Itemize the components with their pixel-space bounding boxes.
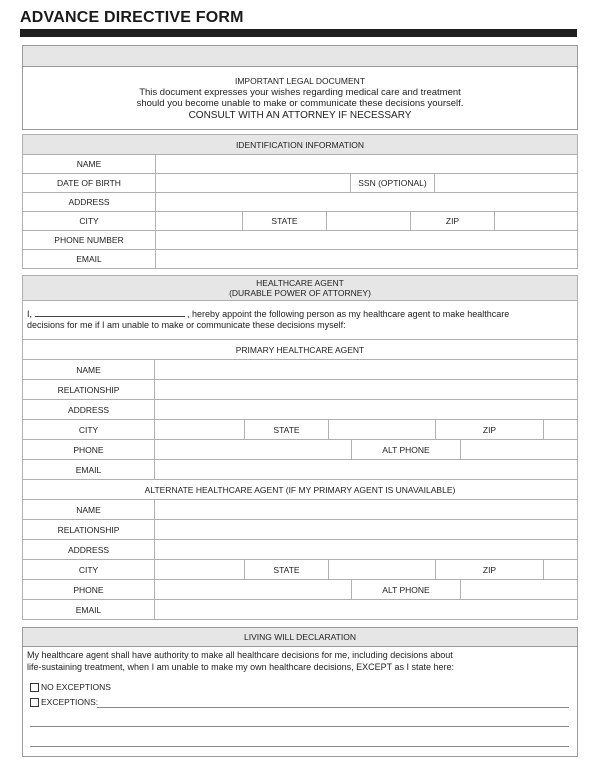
id-name-label: NAME bbox=[23, 155, 156, 174]
primary-email-label: EMAIL bbox=[23, 460, 155, 480]
living-will-text-1: My healthcare agent shall have authority to make all healthcare decisions for me, including decisions about bbox=[27, 650, 453, 660]
alternate-address-field[interactable] bbox=[155, 540, 578, 560]
healthcare-agent-section bbox=[22, 275, 578, 624]
form-title: ADVANCE DIRECTIVE FORM bbox=[20, 9, 244, 26]
id-dob-field[interactable] bbox=[156, 174, 351, 193]
primary-zip-field[interactable] bbox=[544, 420, 578, 440]
title-bar bbox=[20, 29, 577, 37]
id-phone-label: PHONE NUMBER bbox=[23, 231, 156, 250]
alternate-name-field[interactable] bbox=[155, 500, 578, 520]
exceptions-checkbox[interactable] bbox=[30, 698, 39, 707]
notice-line-4: CONSULT WITH AN ATTORNEY IF NECESSARY bbox=[188, 110, 412, 121]
identification-header: IDENTIFICATION INFORMATION bbox=[23, 135, 578, 155]
id-address-label: ADDRESS bbox=[23, 193, 156, 212]
id-state-field[interactable] bbox=[327, 212, 411, 231]
primary-relationship-field[interactable] bbox=[155, 380, 578, 400]
agent-header-subtitle: (DURABLE POWER OF ATTORNEY) bbox=[229, 288, 371, 298]
notice-header-bar bbox=[23, 46, 577, 67]
alternate-phone-label: PHONE bbox=[23, 580, 155, 600]
exceptions-option[interactable] bbox=[30, 697, 98, 707]
notice-line-3: should you become unable to make or communicate these decisions yourself. bbox=[136, 98, 464, 109]
id-name-field[interactable] bbox=[156, 155, 578, 174]
identification-section bbox=[22, 134, 578, 271]
primary-address-label: ADDRESS bbox=[23, 400, 155, 420]
alternate-relationship-label: RELATIONSHIP bbox=[23, 520, 155, 540]
alternate-city-label: CITY bbox=[23, 560, 155, 580]
id-zip-label: ZIP bbox=[411, 212, 495, 231]
id-email-label: EMAIL bbox=[23, 250, 156, 269]
primary-alt-phone-field[interactable] bbox=[461, 440, 578, 460]
agent-header-title: HEALTHCARE AGENT bbox=[256, 278, 344, 288]
id-dob-label: DATE OF BIRTH bbox=[23, 174, 156, 193]
id-city-label: CITY bbox=[23, 212, 156, 231]
id-email-field[interactable] bbox=[156, 250, 578, 269]
alternate-agent-header: ALTERNATE HEALTHCARE AGENT (IF MY PRIMARY AGENT IS UNAVAILABLE) bbox=[23, 480, 578, 500]
exceptions-label: EXCEPTIONS: bbox=[41, 697, 99, 707]
living-will-header: LIVING WILL DECLARATION bbox=[23, 628, 577, 647]
alternate-email-field[interactable] bbox=[155, 600, 578, 620]
primary-phone-label: PHONE bbox=[23, 440, 155, 460]
id-zip-field[interactable] bbox=[495, 212, 578, 231]
primary-email-field[interactable] bbox=[155, 460, 578, 480]
primary-relationship-label: RELATIONSHIP bbox=[23, 380, 155, 400]
appoint-post: , hereby appoint the following person as my healthcare agent to make healthcare bbox=[187, 308, 510, 319]
no-exceptions-checkbox[interactable] bbox=[30, 683, 39, 692]
alternate-state-field[interactable] bbox=[329, 560, 436, 580]
living-will-section bbox=[22, 627, 578, 757]
primary-address-field[interactable] bbox=[155, 400, 578, 420]
primary-name-label: NAME bbox=[23, 360, 155, 380]
notice-line-2: This document expresses your wishes regarding medical care and treatment bbox=[139, 87, 461, 98]
primary-phone-field[interactable] bbox=[155, 440, 352, 460]
alternate-email-label: EMAIL bbox=[23, 600, 155, 620]
id-phone-field[interactable] bbox=[156, 231, 578, 250]
exceptions-line-3[interactable] bbox=[30, 746, 569, 747]
primary-state-field[interactable] bbox=[329, 420, 436, 440]
id-city-field[interactable] bbox=[156, 212, 243, 231]
id-address-field[interactable] bbox=[156, 193, 578, 212]
alternate-city-field[interactable] bbox=[155, 560, 245, 580]
exceptions-line-2[interactable] bbox=[30, 726, 569, 727]
notice-line-1: IMPORTANT LEGAL DOCUMENT bbox=[234, 76, 366, 86]
appoint-pre: I, bbox=[27, 308, 33, 319]
id-ssn-field[interactable] bbox=[435, 174, 578, 193]
primary-city-label: CITY bbox=[23, 420, 155, 440]
alternate-zip-field[interactable] bbox=[544, 560, 578, 580]
appointment-statement bbox=[23, 301, 578, 340]
alternate-address-label: ADDRESS bbox=[23, 540, 155, 560]
id-state-label: STATE bbox=[243, 212, 327, 231]
primary-alt-phone-label: ALT PHONE bbox=[352, 440, 461, 460]
alternate-state-label: STATE bbox=[245, 560, 329, 580]
primary-agent-header: PRIMARY HEALTHCARE AGENT bbox=[23, 340, 578, 360]
alternate-phone-field[interactable] bbox=[155, 580, 352, 600]
primary-name-field[interactable] bbox=[155, 360, 578, 380]
living-will-text-2: life-sustaining treatment, when I am unable to make my own healthcare decisions, EXCEPT as I state here: bbox=[27, 661, 455, 672]
identification-table bbox=[22, 134, 578, 269]
notice-section bbox=[22, 45, 578, 130]
id-ssn-label: SSN (OPTIONAL) bbox=[351, 174, 435, 193]
no-exceptions-label: NO EXCEPTIONS bbox=[41, 682, 111, 692]
primary-zip-label: ZIP bbox=[436, 420, 544, 440]
agent-header bbox=[23, 276, 578, 301]
exceptions-line-1[interactable] bbox=[97, 707, 569, 708]
principal-name-blank[interactable] bbox=[35, 309, 185, 317]
alternate-relationship-field[interactable] bbox=[155, 520, 578, 540]
primary-state-label: STATE bbox=[245, 420, 329, 440]
alternate-zip-label: ZIP bbox=[436, 560, 544, 580]
no-exceptions-option[interactable] bbox=[30, 682, 111, 692]
alternate-alt-phone-field[interactable] bbox=[461, 580, 578, 600]
alternate-name-label: NAME bbox=[23, 500, 155, 520]
alternate-alt-phone-label: ALT PHONE bbox=[352, 580, 461, 600]
appoint-line-2: decisions for me if I am unable to make or communicate these decisions myself: bbox=[27, 320, 346, 330]
agent-table bbox=[22, 275, 578, 620]
primary-city-field[interactable] bbox=[155, 420, 245, 440]
